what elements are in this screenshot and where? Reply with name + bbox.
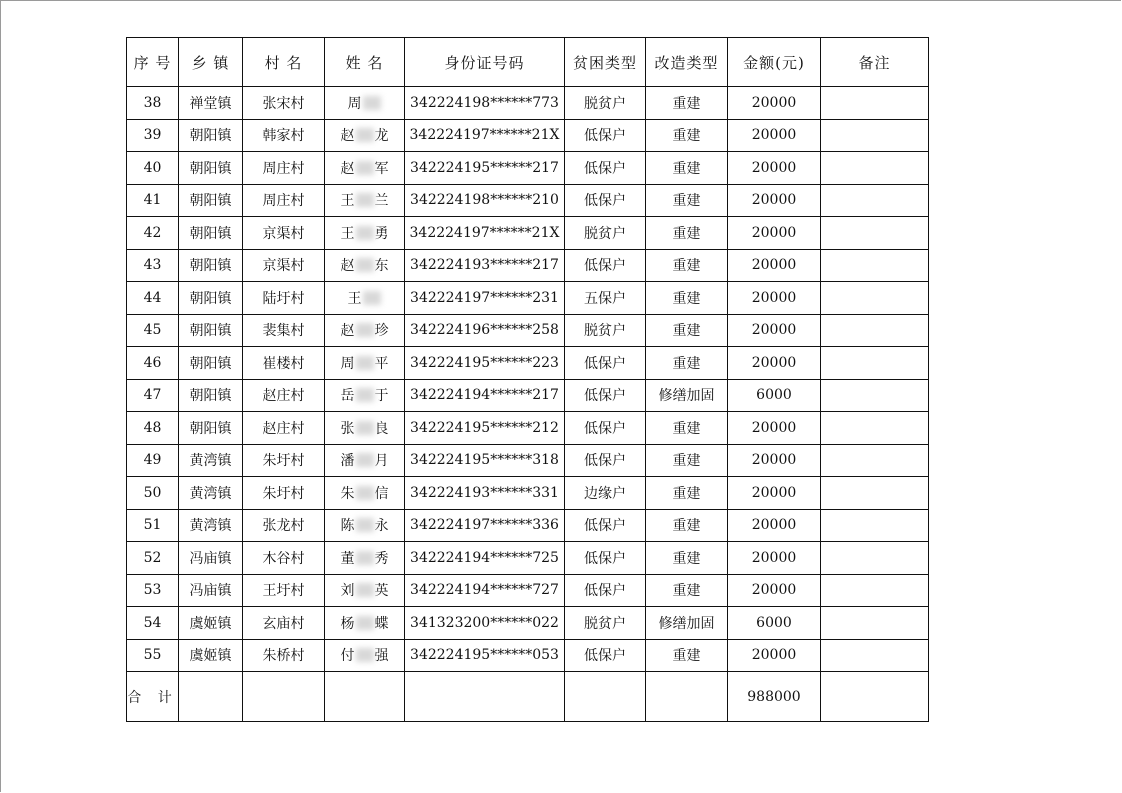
cell-name [325, 119, 405, 152]
cell-poverty-type: 脱贫户 [565, 87, 646, 120]
cell-town: 朝阳镇 [179, 184, 243, 217]
cell-seq: 55 [127, 639, 179, 672]
table-row [127, 184, 929, 217]
total-label: 合 计 [127, 672, 179, 722]
total-empty-village [243, 672, 325, 722]
cell-poverty-type: 脱贫户 [565, 314, 646, 347]
cell-town: 冯庙镇 [179, 542, 243, 575]
redaction-mask [363, 96, 381, 110]
table-row [127, 347, 929, 380]
cell-town: 朝阳镇 [179, 314, 243, 347]
cell-renovation-type: 修缮加固 [646, 379, 728, 412]
cell-town: 冯庙镇 [179, 574, 243, 607]
cell-name [325, 379, 405, 412]
header-renovation-type: 改造类型 [646, 38, 728, 87]
beneficiary-table [126, 37, 929, 722]
cell-poverty-type: 脱贫户 [565, 607, 646, 640]
cell-renovation-type: 重建 [646, 477, 728, 510]
cell-seq: 39 [127, 119, 179, 152]
cell-remarks [821, 314, 929, 347]
table-row [127, 574, 929, 607]
cell-id-number: 342224197******336 [405, 509, 565, 542]
total-empty-renovation [646, 672, 728, 722]
name-last-char: 秀 [374, 550, 389, 567]
cell-village: 周庄村 [243, 152, 325, 185]
cell-name [325, 152, 405, 185]
cell-remarks [821, 574, 929, 607]
name-first-char: 赵 [340, 323, 355, 340]
cell-village: 京渠村 [243, 249, 325, 282]
cell-seq: 41 [127, 184, 179, 217]
total-empty-name [325, 672, 405, 722]
name-first-char: 周 [347, 95, 362, 112]
cell-town: 朝阳镇 [179, 347, 243, 380]
cell-renovation-type: 重建 [646, 347, 728, 380]
cell-village: 崔楼村 [243, 347, 325, 380]
table-row [127, 314, 929, 347]
cell-town: 朝阳镇 [179, 152, 243, 185]
cell-seq: 38 [127, 87, 179, 120]
cell-id-number: 342224195******223 [405, 347, 565, 380]
cell-id-number: 342224194******727 [405, 574, 565, 607]
cell-name [325, 444, 405, 477]
header-row [127, 38, 929, 87]
cell-renovation-type: 重建 [646, 444, 728, 477]
cell-poverty-type: 低保户 [565, 574, 646, 607]
cell-amount: 20000 [728, 509, 821, 542]
table-row [127, 477, 929, 510]
cell-poverty-type: 低保户 [565, 249, 646, 282]
cell-remarks [821, 249, 929, 282]
cell-amount: 6000 [728, 379, 821, 412]
table-body [127, 87, 929, 672]
redaction-mask [356, 388, 374, 402]
name-first-char: 朱 [340, 485, 355, 502]
cell-renovation-type: 重建 [646, 249, 728, 282]
cell-amount: 20000 [728, 574, 821, 607]
cell-town: 禅堂镇 [179, 87, 243, 120]
total-empty-remarks [821, 672, 929, 722]
name-first-char: 赵 [340, 258, 355, 275]
cell-seq: 51 [127, 509, 179, 542]
name-last-char: 蝶 [374, 615, 389, 632]
header-poverty-type: 贫困类型 [565, 38, 646, 87]
cell-poverty-type: 低保户 [565, 509, 646, 542]
table-row [127, 217, 929, 250]
total-amount: 988000 [728, 672, 821, 722]
cell-name [325, 217, 405, 250]
redaction-mask [356, 356, 374, 370]
name-last-char: 永 [374, 518, 389, 535]
cell-id-number: 342224194******217 [405, 379, 565, 412]
cell-amount: 20000 [728, 152, 821, 185]
table-row [127, 379, 929, 412]
cell-id-number: 342224197******21X [405, 119, 565, 152]
name-last-char: 良 [374, 420, 389, 437]
redaction-mask [356, 161, 374, 175]
cell-name [325, 639, 405, 672]
cell-id-number: 342224195******053 [405, 639, 565, 672]
cell-renovation-type: 重建 [646, 184, 728, 217]
cell-remarks [821, 542, 929, 575]
name-last-char: 月 [374, 453, 389, 470]
cell-amount: 20000 [728, 119, 821, 152]
cell-village: 朱桥村 [243, 639, 325, 672]
cell-poverty-type: 低保户 [565, 542, 646, 575]
cell-village: 玄庙村 [243, 607, 325, 640]
name-first-char: 刘 [340, 583, 355, 600]
cell-remarks [821, 444, 929, 477]
cell-amount: 20000 [728, 314, 821, 347]
cell-seq: 50 [127, 477, 179, 510]
cell-id-number: 342224195******217 [405, 152, 565, 185]
name-last-char: 东 [374, 258, 389, 275]
cell-remarks [821, 217, 929, 250]
redaction-mask [356, 518, 374, 532]
cell-id-number: 342224196******258 [405, 314, 565, 347]
redaction-mask [356, 453, 374, 467]
cell-remarks [821, 347, 929, 380]
cell-seq: 42 [127, 217, 179, 250]
name-last-char: 勇 [374, 225, 389, 242]
header-id-number: 身份证号码 [405, 38, 565, 87]
cell-amount: 20000 [728, 477, 821, 510]
cell-town: 黄湾镇 [179, 477, 243, 510]
table-row [127, 119, 929, 152]
cell-poverty-type: 低保户 [565, 119, 646, 152]
cell-amount: 20000 [728, 217, 821, 250]
name-last-char: 平 [374, 355, 389, 372]
cell-amount: 6000 [728, 607, 821, 640]
cell-id-number: 342224197******21X [405, 217, 565, 250]
cell-remarks [821, 412, 929, 445]
cell-id-number: 342224193******217 [405, 249, 565, 282]
redaction-mask [356, 648, 374, 662]
cell-village: 张龙村 [243, 509, 325, 542]
cell-seq: 40 [127, 152, 179, 185]
cell-name [325, 412, 405, 445]
total-empty-id [405, 672, 565, 722]
cell-id-number: 342224197******231 [405, 282, 565, 315]
table-row [127, 282, 929, 315]
cell-remarks [821, 639, 929, 672]
name-first-char: 陈 [340, 518, 355, 535]
name-first-char: 赵 [340, 128, 355, 145]
table-row [127, 639, 929, 672]
cell-remarks [821, 184, 929, 217]
total-empty-town [179, 672, 243, 722]
header-remarks: 备注 [821, 38, 929, 87]
cell-seq: 45 [127, 314, 179, 347]
cell-renovation-type: 重建 [646, 639, 728, 672]
redaction-mask [356, 258, 374, 272]
cell-town: 朝阳镇 [179, 119, 243, 152]
redaction-mask [356, 193, 374, 207]
name-first-char: 王 [347, 290, 362, 307]
redaction-mask [356, 226, 374, 240]
cell-id-number: 341323200******022 [405, 607, 565, 640]
cell-seq: 53 [127, 574, 179, 607]
cell-seq: 47 [127, 379, 179, 412]
cell-name [325, 509, 405, 542]
cell-town: 朝阳镇 [179, 217, 243, 250]
cell-name [325, 477, 405, 510]
redaction-mask [363, 291, 381, 305]
table-row [127, 87, 929, 120]
cell-renovation-type: 重建 [646, 542, 728, 575]
cell-amount: 20000 [728, 444, 821, 477]
name-last-char: 龙 [374, 128, 389, 145]
cell-poverty-type: 五保户 [565, 282, 646, 315]
cell-poverty-type: 低保户 [565, 444, 646, 477]
cell-town: 朝阳镇 [179, 282, 243, 315]
name-first-char: 董 [340, 550, 355, 567]
cell-name [325, 249, 405, 282]
cell-poverty-type: 边缘户 [565, 477, 646, 510]
name-last-char: 英 [374, 583, 389, 600]
cell-remarks [821, 87, 929, 120]
name-first-char: 赵 [340, 160, 355, 177]
name-first-char: 岳 [340, 388, 355, 405]
cell-amount: 20000 [728, 347, 821, 380]
cell-poverty-type: 低保户 [565, 184, 646, 217]
cell-poverty-type: 低保户 [565, 639, 646, 672]
header-amount: 金额(元) [728, 38, 821, 87]
cell-name [325, 542, 405, 575]
cell-id-number: 342224193******331 [405, 477, 565, 510]
cell-id-number: 342224195******212 [405, 412, 565, 445]
cell-remarks [821, 152, 929, 185]
cell-seq: 52 [127, 542, 179, 575]
name-first-char: 周 [340, 355, 355, 372]
cell-name [325, 282, 405, 315]
cell-name [325, 607, 405, 640]
cell-poverty-type: 低保户 [565, 152, 646, 185]
cell-seq: 44 [127, 282, 179, 315]
cell-village: 裴集村 [243, 314, 325, 347]
cell-renovation-type: 修缮加固 [646, 607, 728, 640]
cell-poverty-type: 低保户 [565, 379, 646, 412]
cell-town: 朝阳镇 [179, 249, 243, 282]
cell-remarks [821, 379, 929, 412]
total-row [127, 672, 929, 722]
cell-renovation-type: 重建 [646, 282, 728, 315]
cell-renovation-type: 重建 [646, 217, 728, 250]
cell-village: 王圩村 [243, 574, 325, 607]
redaction-mask [356, 421, 374, 435]
name-last-char: 军 [374, 160, 389, 177]
header-village: 村 名 [243, 38, 325, 87]
cell-renovation-type: 重建 [646, 152, 728, 185]
cell-seq: 43 [127, 249, 179, 282]
cell-poverty-type: 低保户 [565, 412, 646, 445]
header-town: 乡 镇 [179, 38, 243, 87]
cell-town: 朝阳镇 [179, 379, 243, 412]
cell-amount: 20000 [728, 87, 821, 120]
cell-seq: 46 [127, 347, 179, 380]
cell-renovation-type: 重建 [646, 574, 728, 607]
cell-town: 朝阳镇 [179, 412, 243, 445]
cell-town: 黄湾镇 [179, 509, 243, 542]
redaction-mask [356, 128, 374, 142]
cell-village: 朱圩村 [243, 444, 325, 477]
cell-village: 朱圩村 [243, 477, 325, 510]
cell-amount: 20000 [728, 249, 821, 282]
table-row [127, 607, 929, 640]
name-last-char: 兰 [374, 193, 389, 210]
name-first-char: 张 [340, 420, 355, 437]
cell-renovation-type: 重建 [646, 87, 728, 120]
cell-village: 赵庄村 [243, 379, 325, 412]
cell-name [325, 347, 405, 380]
cell-name [325, 314, 405, 347]
cell-id-number: 342224198******210 [405, 184, 565, 217]
name-first-char: 付 [340, 648, 355, 665]
cell-id-number: 342224194******725 [405, 542, 565, 575]
name-first-char: 王 [340, 225, 355, 242]
cell-renovation-type: 重建 [646, 412, 728, 445]
cell-id-number: 342224198******773 [405, 87, 565, 120]
cell-town: 虞姬镇 [179, 639, 243, 672]
redaction-mask [356, 486, 374, 500]
cell-id-number: 342224195******318 [405, 444, 565, 477]
cell-village: 赵庄村 [243, 412, 325, 445]
cell-village: 周庄村 [243, 184, 325, 217]
cell-renovation-type: 重建 [646, 119, 728, 152]
table-row [127, 412, 929, 445]
redaction-mask [356, 551, 374, 565]
cell-town: 虞姬镇 [179, 607, 243, 640]
name-first-char: 杨 [340, 615, 355, 632]
table-row [127, 249, 929, 282]
name-first-char: 王 [340, 193, 355, 210]
cell-remarks [821, 477, 929, 510]
name-last-char: 强 [374, 648, 389, 665]
name-first-char: 潘 [340, 453, 355, 470]
cell-poverty-type: 脱贫户 [565, 217, 646, 250]
table-row [127, 444, 929, 477]
cell-remarks [821, 282, 929, 315]
total-empty-poverty [565, 672, 646, 722]
cell-seq: 54 [127, 607, 179, 640]
cell-renovation-type: 重建 [646, 509, 728, 542]
cell-amount: 20000 [728, 639, 821, 672]
table-row [127, 509, 929, 542]
cell-amount: 20000 [728, 184, 821, 217]
cell-renovation-type: 重建 [646, 314, 728, 347]
cell-amount: 20000 [728, 412, 821, 445]
cell-remarks [821, 607, 929, 640]
cell-amount: 20000 [728, 282, 821, 315]
cell-amount: 20000 [728, 542, 821, 575]
header-seq: 序 号 [127, 38, 179, 87]
cell-town: 黄湾镇 [179, 444, 243, 477]
cell-name [325, 87, 405, 120]
cell-name [325, 184, 405, 217]
cell-village: 陆圩村 [243, 282, 325, 315]
cell-seq: 48 [127, 412, 179, 445]
redaction-mask [356, 616, 374, 630]
redaction-mask [356, 323, 374, 337]
redaction-mask [356, 583, 374, 597]
name-last-char: 于 [374, 388, 389, 405]
cell-seq: 49 [127, 444, 179, 477]
name-last-char: 珍 [374, 323, 389, 340]
cell-village: 韩家村 [243, 119, 325, 152]
name-last-char: 信 [374, 485, 389, 502]
cell-village: 京渠村 [243, 217, 325, 250]
cell-village: 张宋村 [243, 87, 325, 120]
header-name: 姓 名 [325, 38, 405, 87]
cell-poverty-type: 低保户 [565, 347, 646, 380]
cell-remarks [821, 119, 929, 152]
cell-village: 木谷村 [243, 542, 325, 575]
cell-name [325, 574, 405, 607]
table-row [127, 152, 929, 185]
table-row [127, 542, 929, 575]
cell-remarks [821, 509, 929, 542]
